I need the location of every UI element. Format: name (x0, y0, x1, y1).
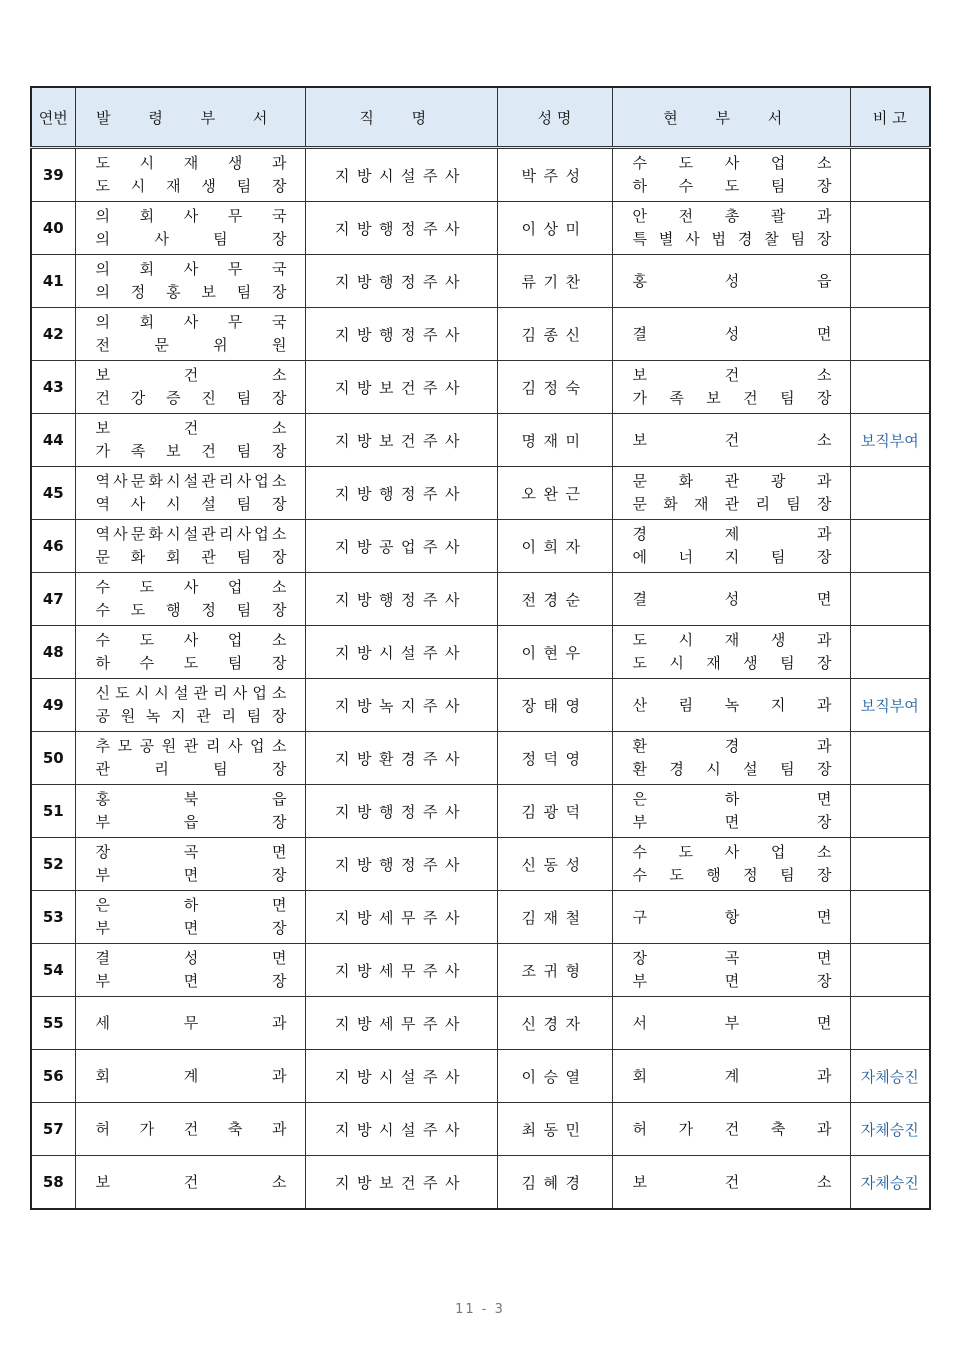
issuing-dept-line: 수 도 행 정 팀 장 (95, 601, 287, 619)
note-cell (850, 573, 930, 626)
issuing-dept-cell (75, 148, 305, 202)
note-cell: 보직부여 (850, 414, 930, 467)
row-number: 46 (31, 520, 75, 573)
current-dept-line: 결 성 면 (632, 589, 832, 608)
current-dept-cell (612, 732, 850, 785)
issuing-dept-line: 하 수 도 팀 장 (95, 654, 287, 672)
position-cell: 지방행정주사 (305, 255, 497, 308)
position-cell: 지방행정주사 (305, 785, 497, 838)
person-name-cell: 김종신 (497, 308, 612, 361)
current-dept-line: 보 건 소 (632, 430, 832, 449)
table-row (31, 467, 930, 520)
table-row (31, 361, 930, 414)
issuing-dept-cell (75, 573, 305, 626)
position-cell: 지방행정주사 (305, 202, 497, 255)
note-cell (850, 467, 930, 520)
table-row (31, 891, 930, 944)
position-cell: 지방행정주사 (305, 308, 497, 361)
row-number: 49 (31, 679, 75, 732)
current-dept-cell (612, 1156, 850, 1210)
issuing-dept-cell (75, 838, 305, 891)
row-number: 54 (31, 944, 75, 997)
note-cell (850, 255, 930, 308)
table-row (31, 255, 930, 308)
issuing-dept-cell (75, 255, 305, 308)
note-cell (850, 361, 930, 414)
issuing-dept-cell (75, 467, 305, 520)
header-name: 성 명 (497, 87, 612, 148)
position-cell: 지방세무주사 (305, 997, 497, 1050)
current-dept-cell (612, 308, 850, 361)
table-row (31, 414, 930, 467)
current-dept-cell (612, 997, 850, 1050)
issuing-dept-line: 가 족 보 건 팀 장 (95, 442, 287, 460)
person-name-cell: 전경순 (497, 573, 612, 626)
current-dept-cell (612, 785, 850, 838)
issuing-dept-line: 전 문 위 원 (95, 336, 287, 354)
header-issuing-dept: 발 령 부 서 (75, 87, 305, 148)
issuing-dept-cell (75, 308, 305, 361)
issuing-dept-line: 부 읍 장 (95, 813, 287, 831)
person-name-cell: 오완근 (497, 467, 612, 520)
current-dept-line: 경 제 과 (632, 525, 832, 543)
issuing-dept-line: 부 면 장 (95, 972, 287, 990)
row-number: 47 (31, 573, 75, 626)
issuing-dept-line: 관 리 팀 장 (95, 760, 287, 778)
position-cell: 지방환경주사 (305, 732, 497, 785)
note-cell: 자체승진 (850, 1050, 930, 1103)
person-name-cell: 이희자 (497, 520, 612, 573)
issuing-dept-cell (75, 944, 305, 997)
note-cell (850, 202, 930, 255)
issuing-dept-line: 신 도 시 시 설 관 리 사 업 소 (95, 684, 287, 702)
issuing-dept-cell (75, 679, 305, 732)
issuing-dept-cell (75, 361, 305, 414)
row-number: 53 (31, 891, 75, 944)
table-row (31, 1103, 930, 1156)
position-cell: 지방세무주사 (305, 944, 497, 997)
current-dept-line: 회 계 과 (632, 1066, 832, 1085)
current-dept-cell (612, 148, 850, 202)
issuing-dept-line: 추 모 공 원 관 리 사 업 소 (95, 737, 287, 755)
current-dept-cell (612, 520, 850, 573)
person-name-cell: 김재철 (497, 891, 612, 944)
person-name-cell: 류기찬 (497, 255, 612, 308)
current-dept-line: 보 건 소 (632, 1172, 832, 1191)
issuing-dept-cell (75, 520, 305, 573)
position-cell: 지방녹지주사 (305, 679, 497, 732)
current-dept-line: 도 시 재 생 과 (632, 631, 832, 649)
issuing-dept-line: 도 시 재 생 과 (95, 154, 287, 172)
issuing-dept-cell (75, 891, 305, 944)
current-dept-cell (612, 361, 850, 414)
current-dept-line: 도 시 재 생 팀 장 (632, 654, 832, 672)
current-dept-cell (612, 944, 850, 997)
table-body (31, 148, 930, 1210)
row-number: 40 (31, 202, 75, 255)
issuing-dept-line: 역 사 시 설 팀 장 (95, 495, 287, 513)
position-cell: 지방행정주사 (305, 467, 497, 520)
header-note: 비 고 (850, 87, 930, 148)
issuing-dept-line: 도 시 재 생 팀 장 (95, 177, 287, 195)
issuing-dept-line: 보 건 소 (95, 366, 287, 384)
note-cell (850, 891, 930, 944)
table-row (31, 732, 930, 785)
issuing-dept-cell (75, 785, 305, 838)
current-dept-line: 은 하 면 (632, 790, 832, 808)
position-cell: 지방시설주사 (305, 148, 497, 202)
table-row (31, 520, 930, 573)
current-dept-cell (612, 838, 850, 891)
position-cell: 지방보건주사 (305, 361, 497, 414)
note-cell (850, 520, 930, 573)
current-dept-cell (612, 679, 850, 732)
row-number: 57 (31, 1103, 75, 1156)
current-dept-cell (612, 891, 850, 944)
issuing-dept-line: 부 면 장 (95, 866, 287, 884)
position-cell: 지방행정주사 (305, 573, 497, 626)
person-name-cell: 김광덕 (497, 785, 612, 838)
table-row (31, 308, 930, 361)
position-cell: 지방세무주사 (305, 891, 497, 944)
row-number: 50 (31, 732, 75, 785)
person-name-cell: 박주성 (497, 148, 612, 202)
note-cell (850, 308, 930, 361)
person-name-cell: 신동성 (497, 838, 612, 891)
position-cell: 지방시설주사 (305, 1103, 497, 1156)
table-row (31, 997, 930, 1050)
issuing-dept-line: 문 화 회 관 팀 장 (95, 548, 287, 566)
row-number: 42 (31, 308, 75, 361)
row-number: 44 (31, 414, 75, 467)
note-cell (850, 785, 930, 838)
issuing-dept-line: 홍 북 읍 (95, 790, 287, 808)
current-dept-line: 부 면 장 (632, 972, 832, 990)
table-row (31, 679, 930, 732)
current-dept-line: 홍 성 읍 (632, 271, 832, 290)
person-name-cell: 이승열 (497, 1050, 612, 1103)
issuing-dept-cell (75, 1050, 305, 1103)
person-name-cell: 정덕영 (497, 732, 612, 785)
note-cell: 자체승진 (850, 1103, 930, 1156)
issuing-dept-line: 회 계 과 (95, 1066, 287, 1085)
note-cell (850, 148, 930, 202)
person-name-cell: 장태영 (497, 679, 612, 732)
current-dept-cell (612, 626, 850, 679)
note-cell (850, 997, 930, 1050)
issuing-dept-line: 은 하 면 (95, 896, 287, 914)
row-number: 52 (31, 838, 75, 891)
current-dept-line: 산 림 녹 지 과 (632, 695, 832, 714)
row-number: 41 (31, 255, 75, 308)
person-name-cell: 이상미 (497, 202, 612, 255)
table-row (31, 944, 930, 997)
issuing-dept-cell (75, 202, 305, 255)
personnel-table (30, 86, 931, 1210)
current-dept-line: 가 족 보 건 팀 장 (632, 389, 832, 407)
person-name-cell: 명재미 (497, 414, 612, 467)
page-number: 11 - 3 (455, 1302, 505, 1317)
current-dept-line: 문 화 재 관 리 팀 장 (632, 495, 832, 513)
issuing-dept-line: 보 건 소 (95, 1172, 287, 1191)
current-dept-cell (612, 202, 850, 255)
table-row (31, 1156, 930, 1210)
header-no: 연번 (31, 87, 75, 148)
table-row (31, 785, 930, 838)
table-row (31, 838, 930, 891)
current-dept-cell (612, 573, 850, 626)
person-name-cell: 신경자 (497, 997, 612, 1050)
current-dept-line: 문 화 관 광 과 (632, 472, 832, 490)
issuing-dept-line: 공 원 녹 지 관 리 팀 장 (95, 707, 287, 725)
current-dept-cell (612, 467, 850, 520)
table-row (31, 573, 930, 626)
note-cell (850, 838, 930, 891)
issuing-dept-cell (75, 414, 305, 467)
person-name-cell: 이현우 (497, 626, 612, 679)
note-cell (850, 732, 930, 785)
position-cell: 지방보건주사 (305, 414, 497, 467)
person-name-cell: 김정숙 (497, 361, 612, 414)
issuing-dept-line: 의 사 팀 장 (95, 230, 287, 248)
position-cell: 지방시설주사 (305, 1050, 497, 1103)
row-number: 43 (31, 361, 75, 414)
issuing-dept-line: 의 회 사 무 국 (95, 260, 287, 278)
issuing-dept-line: 허 가 건 축 과 (95, 1119, 287, 1138)
table-row (31, 626, 930, 679)
issuing-dept-line: 의 회 사 무 국 (95, 313, 287, 331)
issuing-dept-line: 세 무 과 (95, 1013, 287, 1032)
issuing-dept-cell (75, 997, 305, 1050)
person-name-cell: 조귀형 (497, 944, 612, 997)
table-row (31, 1050, 930, 1103)
issuing-dept-cell (75, 1103, 305, 1156)
current-dept-line: 특 별 사 법 경 찰 팀 장 (632, 230, 832, 248)
current-dept-line: 결 성 면 (632, 324, 832, 343)
current-dept-line: 하 수 도 팀 장 (632, 177, 832, 195)
issuing-dept-cell (75, 626, 305, 679)
person-name-cell: 최동민 (497, 1103, 612, 1156)
row-number: 58 (31, 1156, 75, 1210)
issuing-dept-line: 역 사 문 화 시 설 관 리 사 업 소 (95, 472, 287, 490)
issuing-dept-cell (75, 732, 305, 785)
position-cell: 지방보건주사 (305, 1156, 497, 1210)
current-dept-line: 허 가 건 축 과 (632, 1119, 832, 1138)
person-name-cell: 김혜경 (497, 1156, 612, 1210)
issuing-dept-line: 부 면 장 (95, 919, 287, 937)
current-dept-line: 장 곡 면 (632, 949, 832, 967)
issuing-dept-line: 수 도 사 업 소 (95, 578, 287, 596)
issuing-dept-line: 보 건 소 (95, 419, 287, 437)
note-cell: 보직부여 (850, 679, 930, 732)
current-dept-cell (612, 255, 850, 308)
table-row (31, 202, 930, 255)
current-dept-line: 환 경 시 설 팀 장 (632, 760, 832, 778)
note-cell: 자체승진 (850, 1156, 930, 1210)
position-cell: 지방공업주사 (305, 520, 497, 573)
issuing-dept-line: 결 성 면 (95, 949, 287, 967)
position-cell: 지방행정주사 (305, 838, 497, 891)
current-dept-line: 서 부 면 (632, 1013, 832, 1032)
table-header-row (31, 87, 930, 148)
issuing-dept-line: 건 강 증 진 팀 장 (95, 389, 287, 407)
issuing-dept-line: 역 사 문 화 시 설 관 리 사 업 소 (95, 525, 287, 543)
current-dept-cell (612, 1103, 850, 1156)
current-dept-line: 부 면 장 (632, 813, 832, 831)
issuing-dept-line: 수 도 사 업 소 (95, 631, 287, 649)
current-dept-line: 안 전 총 괄 과 (632, 207, 832, 225)
row-number: 55 (31, 997, 75, 1050)
current-dept-line: 수 도 사 업 소 (632, 843, 832, 861)
current-dept-line: 수 도 행 정 팀 장 (632, 866, 832, 884)
current-dept-cell (612, 414, 850, 467)
current-dept-line: 보 건 소 (632, 366, 832, 384)
table-row (31, 148, 930, 202)
row-number: 39 (31, 148, 75, 202)
header-position: 직 명 (305, 87, 497, 148)
position-cell: 지방시설주사 (305, 626, 497, 679)
row-number: 51 (31, 785, 75, 838)
row-number: 56 (31, 1050, 75, 1103)
current-dept-line: 에 너 지 팀 장 (632, 548, 832, 566)
current-dept-cell (612, 1050, 850, 1103)
row-number: 48 (31, 626, 75, 679)
issuing-dept-line: 장 곡 면 (95, 843, 287, 861)
note-cell (850, 626, 930, 679)
current-dept-line: 수 도 사 업 소 (632, 154, 832, 172)
issuing-dept-line: 의 정 홍 보 팀 장 (95, 283, 287, 301)
header-current-dept: 현 부 서 (612, 87, 850, 148)
issuing-dept-cell (75, 1156, 305, 1210)
row-number: 45 (31, 467, 75, 520)
note-cell (850, 944, 930, 997)
current-dept-line: 구 항 면 (632, 907, 832, 926)
current-dept-line: 환 경 과 (632, 737, 832, 755)
issuing-dept-line: 의 회 사 무 국 (95, 207, 287, 225)
